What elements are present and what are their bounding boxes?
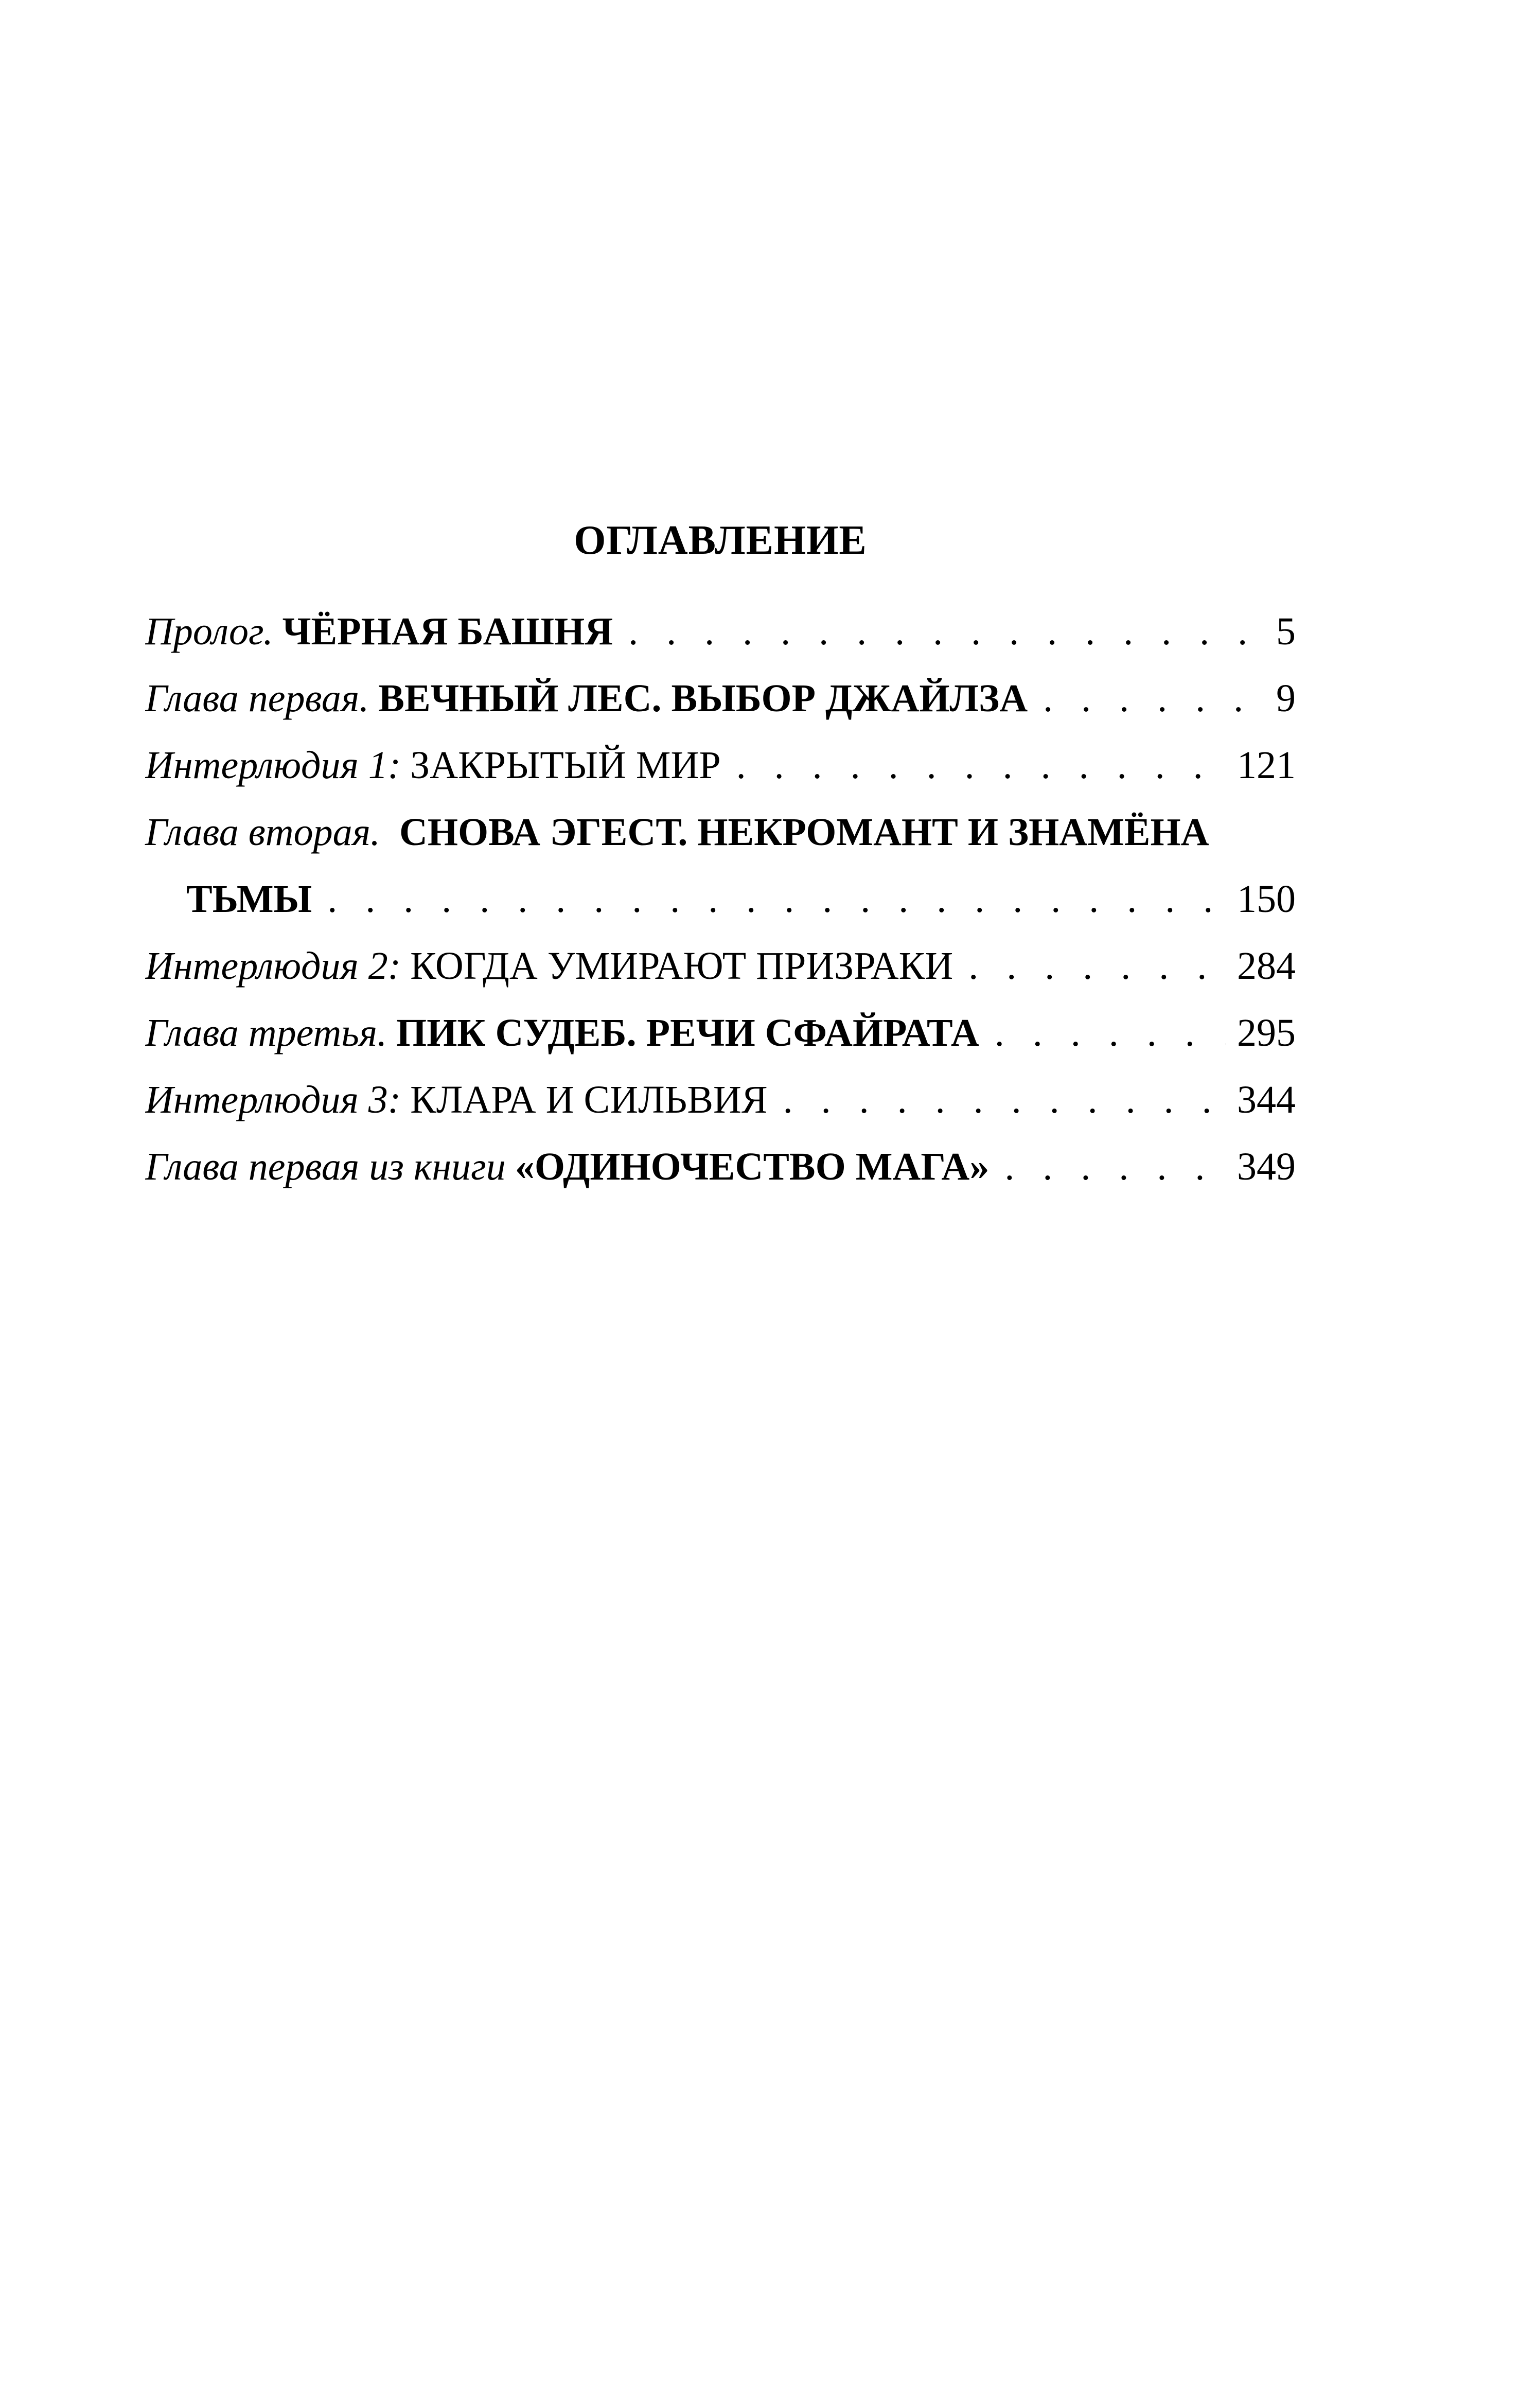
toc-entry-interlude-2 bbox=[145, 933, 1296, 999]
entry-title: ВЕЧНЫЙ ЛЕС. ВЫБОР ДЖАЙЛЗА bbox=[378, 677, 1028, 720]
entry-title-line-1: СНОВА ЭГЕСТ. НЕКРОМАНТ И ЗНАМЁНА bbox=[399, 811, 1209, 854]
entry-label: Интерлюдия 2: bbox=[145, 944, 401, 988]
entry-page-number: 284 bbox=[1237, 944, 1296, 988]
entry-page-number: 9 bbox=[1276, 677, 1296, 720]
entry-label: Глава вторая. bbox=[145, 811, 380, 854]
entry-page-number: 349 bbox=[1237, 1145, 1296, 1188]
toc-heading: ОГЛАВЛЕНИЕ bbox=[574, 518, 867, 563]
entry-label: Глава первая из книги bbox=[145, 1145, 506, 1188]
entry-title: ЧЁРНАЯ БАШНЯ bbox=[282, 610, 613, 653]
entry-title-line-2: ТЬМЫ bbox=[186, 877, 312, 921]
toc-entry-interlude-3 bbox=[145, 1066, 1296, 1133]
toc-entry-chapter-2-line-1 bbox=[145, 799, 1296, 866]
entry-page-number: 121 bbox=[1237, 744, 1296, 787]
entry-title: ЗАКРЫТЫЙ МИР bbox=[410, 744, 721, 787]
table-of-contents bbox=[145, 515, 1296, 1200]
dot-leader bbox=[1004, 1133, 1226, 1200]
toc-entry-interlude-1 bbox=[145, 732, 1296, 799]
dot-leader bbox=[783, 1066, 1226, 1133]
entry-title: «ОДИНОЧЕСТВО МАГА» bbox=[515, 1145, 990, 1188]
dot-leader bbox=[968, 933, 1226, 999]
dot-leader bbox=[1043, 665, 1265, 732]
entry-label: Глава третья. bbox=[145, 1011, 387, 1054]
entry-page-number: 344 bbox=[1237, 1078, 1296, 1121]
dot-leader bbox=[628, 598, 1265, 665]
entry-label: Глава первая. bbox=[145, 677, 369, 720]
entry-page-number: 150 bbox=[1237, 877, 1296, 921]
toc-entry-chapter-3 bbox=[145, 999, 1296, 1066]
entry-title: ПИК СУДЕБ. РЕЧИ СФАЙРАТА bbox=[396, 1011, 979, 1054]
entry-page-number: 295 bbox=[1237, 1011, 1296, 1054]
dot-leader bbox=[327, 866, 1226, 933]
toc-entry-bonus-chapter bbox=[145, 1133, 1296, 1200]
entry-page-number: 5 bbox=[1276, 610, 1296, 653]
dot-leader bbox=[736, 732, 1226, 799]
dot-leader bbox=[995, 999, 1226, 1066]
entry-title: КЛАРА И СИЛЬВИЯ bbox=[410, 1078, 768, 1121]
toc-entry-chapter-2-line-2 bbox=[145, 866, 1296, 933]
toc-entry-prologue bbox=[145, 598, 1296, 665]
entry-label: Интерлюдия 1: bbox=[145, 744, 401, 787]
entry-label: Пролог. bbox=[145, 610, 273, 653]
entry-label: Интерлюдия 3: bbox=[145, 1078, 401, 1121]
entry-title: КОГДА УМИРАЮТ ПРИЗРАКИ bbox=[410, 944, 953, 988]
toc-entry-chapter-1 bbox=[145, 665, 1296, 732]
